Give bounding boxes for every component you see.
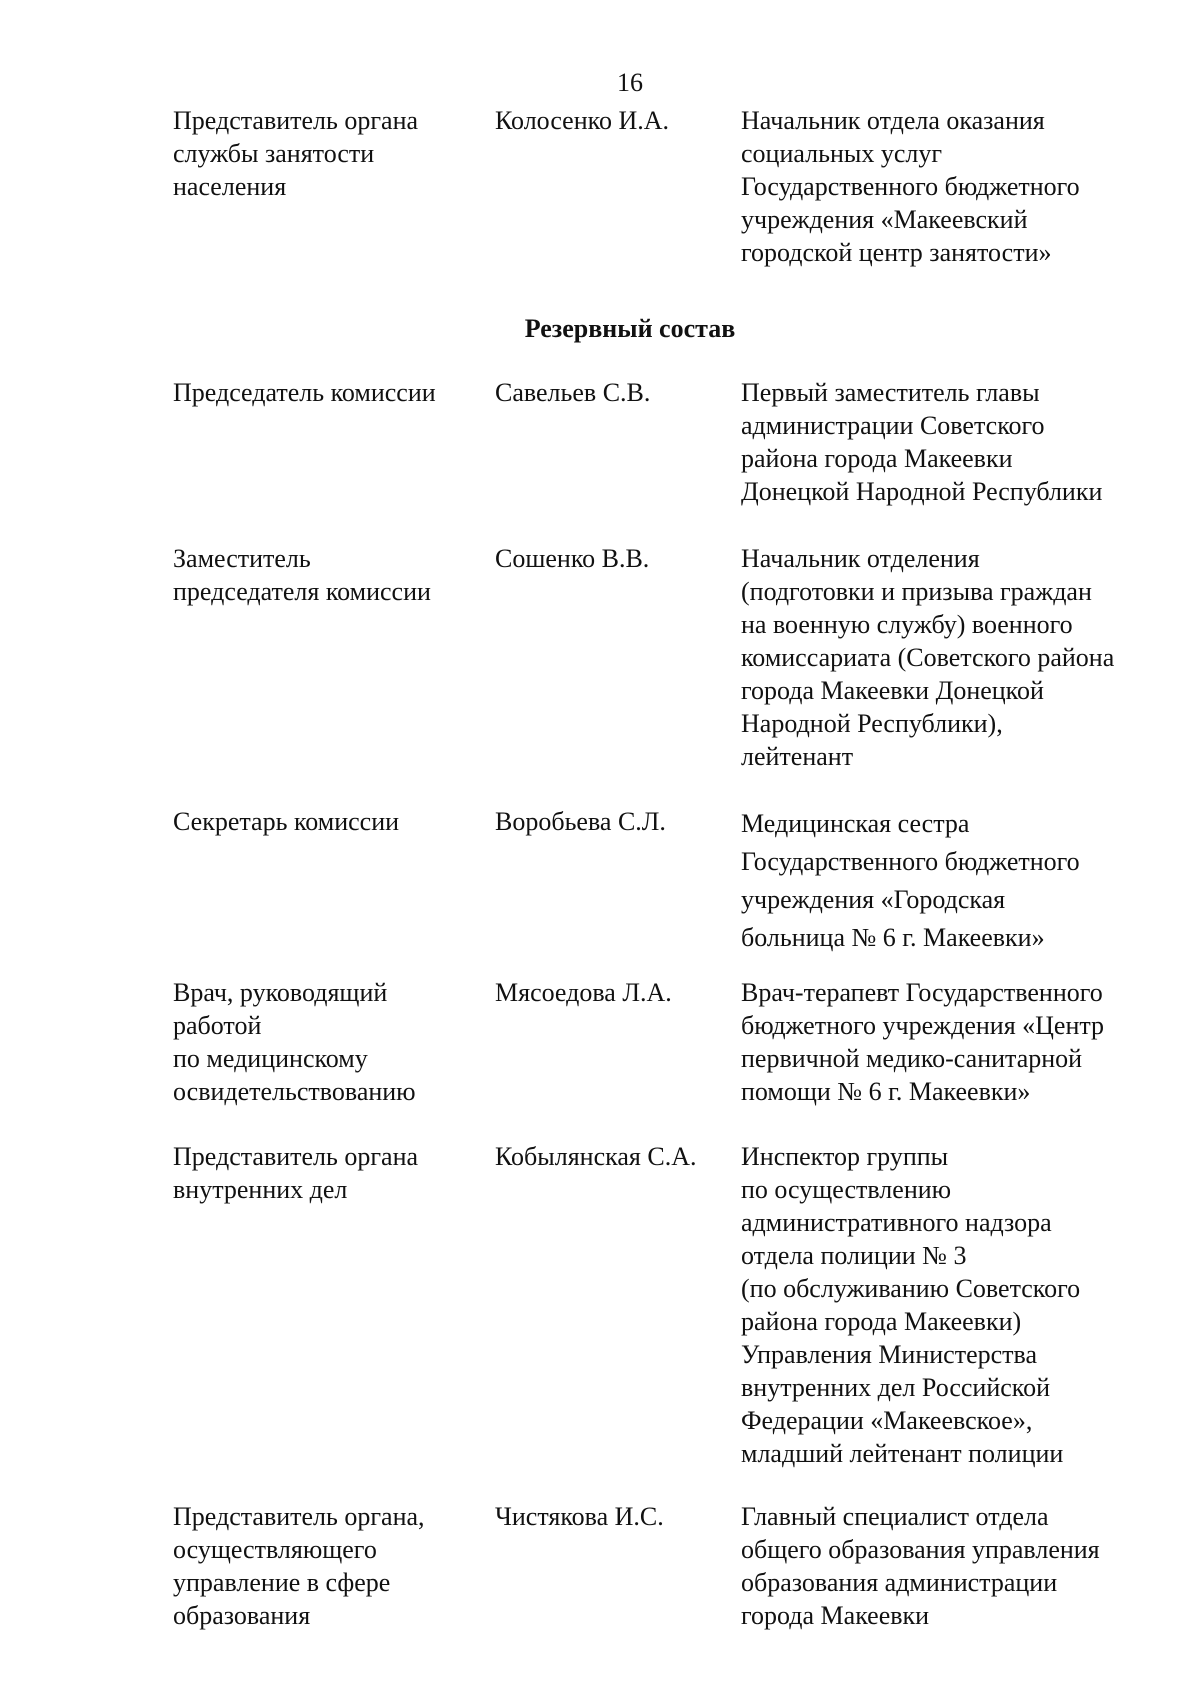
position-line: Главный специалист отдела — [741, 1502, 1049, 1531]
position-line: города Макеевки Донецкой — [741, 676, 1044, 705]
position-line: Народной Республики), — [741, 709, 1003, 738]
position-line: социальных услуг — [741, 139, 943, 168]
position-line: первичной медико-санитарной — [741, 1044, 1083, 1073]
member-position — [741, 1500, 1171, 1632]
position-line: Государственного бюджетного — [741, 172, 1080, 201]
position-line: комиссариата (Советского района — [741, 643, 1115, 672]
role-line: Председатель комиссии — [173, 378, 436, 407]
role-line: Представитель органа — [173, 106, 419, 135]
role-line: Секретарь комиссии — [173, 807, 400, 836]
role-line: управление в сфере — [173, 1568, 391, 1597]
role-line: Представитель органа — [173, 1142, 419, 1171]
position-line: (подготовки и призыва граждан — [741, 577, 1092, 606]
member-name: Мясоедова Л.А. — [495, 978, 672, 1007]
member-position — [741, 976, 1171, 1108]
member-position — [741, 542, 1171, 773]
role-line: службы занятости — [173, 139, 375, 168]
position-line: Донецкой Народной Республики — [741, 477, 1103, 506]
role-line: осуществляющего — [173, 1535, 377, 1564]
position-line: Начальник отдела оказания — [741, 106, 1045, 135]
page-number: 16 — [617, 68, 643, 97]
position-line: Медицинская сестра — [741, 809, 970, 838]
role-line: Представитель органа, — [173, 1502, 425, 1531]
member-name: Савельев С.В. — [495, 378, 651, 407]
position-line: района города Макеевки) — [741, 1307, 1022, 1336]
position-line: (по обслуживанию Советского — [741, 1274, 1081, 1303]
role-line: председателя комиссии — [173, 577, 431, 606]
position-line: Врач-терапевт Государственного — [741, 978, 1103, 1007]
position-line: Первый заместитель главы — [741, 378, 1040, 407]
role-line: работой — [173, 1011, 262, 1040]
role-line: освидетельствованию — [173, 1077, 416, 1106]
role-line: населения — [173, 172, 287, 201]
position-line: по осуществлению — [741, 1175, 952, 1204]
position-line: младший лейтенант полиции — [741, 1439, 1064, 1468]
role-line: внутренних дел — [173, 1175, 348, 1204]
member-name: Колосенко И.А. — [495, 106, 670, 135]
position-line: администрации Советского — [741, 411, 1045, 440]
member-name: Сошенко В.В. — [495, 544, 650, 573]
role-line: образования — [173, 1601, 311, 1630]
position-line: Федерации «Макеевское», — [741, 1406, 1033, 1435]
member-role — [173, 542, 468, 608]
position-line: общего образования управления — [741, 1535, 1100, 1564]
position-line: бюджетного учреждения «Центр — [741, 1011, 1105, 1040]
role-line: по медицинскому — [173, 1044, 368, 1073]
member-name: Чистякова И.С. — [495, 1502, 664, 1531]
position-line: больница № 6 г. Макеевки» — [741, 923, 1045, 952]
position-line: учреждения «Городская — [741, 885, 1006, 914]
position-line: административного надзора — [741, 1208, 1052, 1237]
position-line: помощи № 6 г. Макеевки» — [741, 1077, 1031, 1106]
position-line: отдела полиции № 3 — [741, 1241, 967, 1270]
role-line: Заместитель — [173, 544, 311, 573]
position-line: района города Макеевки — [741, 444, 1013, 473]
member-position — [741, 376, 1171, 508]
position-line: образования администрации — [741, 1568, 1058, 1597]
member-position — [741, 1140, 1171, 1470]
position-line: городской центр занятости» — [741, 238, 1052, 267]
position-line: города Макеевки — [741, 1601, 930, 1630]
member-role — [173, 976, 468, 1108]
member-position — [741, 104, 1171, 269]
position-line: лейтенант — [741, 742, 854, 771]
position-line: Инспектор группы — [741, 1142, 949, 1171]
role-line: Врач, руководящий — [173, 978, 388, 1007]
member-name: Кобылянская С.А. — [495, 1142, 697, 1171]
position-line: Начальник отделения — [741, 544, 980, 573]
position-line: учреждения «Макеевский — [741, 205, 1028, 234]
member-role — [173, 376, 468, 409]
position-line: на военную службу) военного — [741, 610, 1073, 639]
member-name: Воробьева С.Л. — [495, 807, 666, 836]
position-line: Государственного бюджетного — [741, 847, 1080, 876]
member-role — [173, 805, 468, 838]
member-role — [173, 1500, 468, 1632]
section-heading: Резервный состав — [524, 314, 736, 343]
member-position — [741, 805, 1171, 957]
position-line: Управления Министерства — [741, 1340, 1037, 1369]
member-role — [173, 104, 468, 203]
member-role — [173, 1140, 468, 1206]
position-line: внутренних дел Российской — [741, 1373, 1051, 1402]
